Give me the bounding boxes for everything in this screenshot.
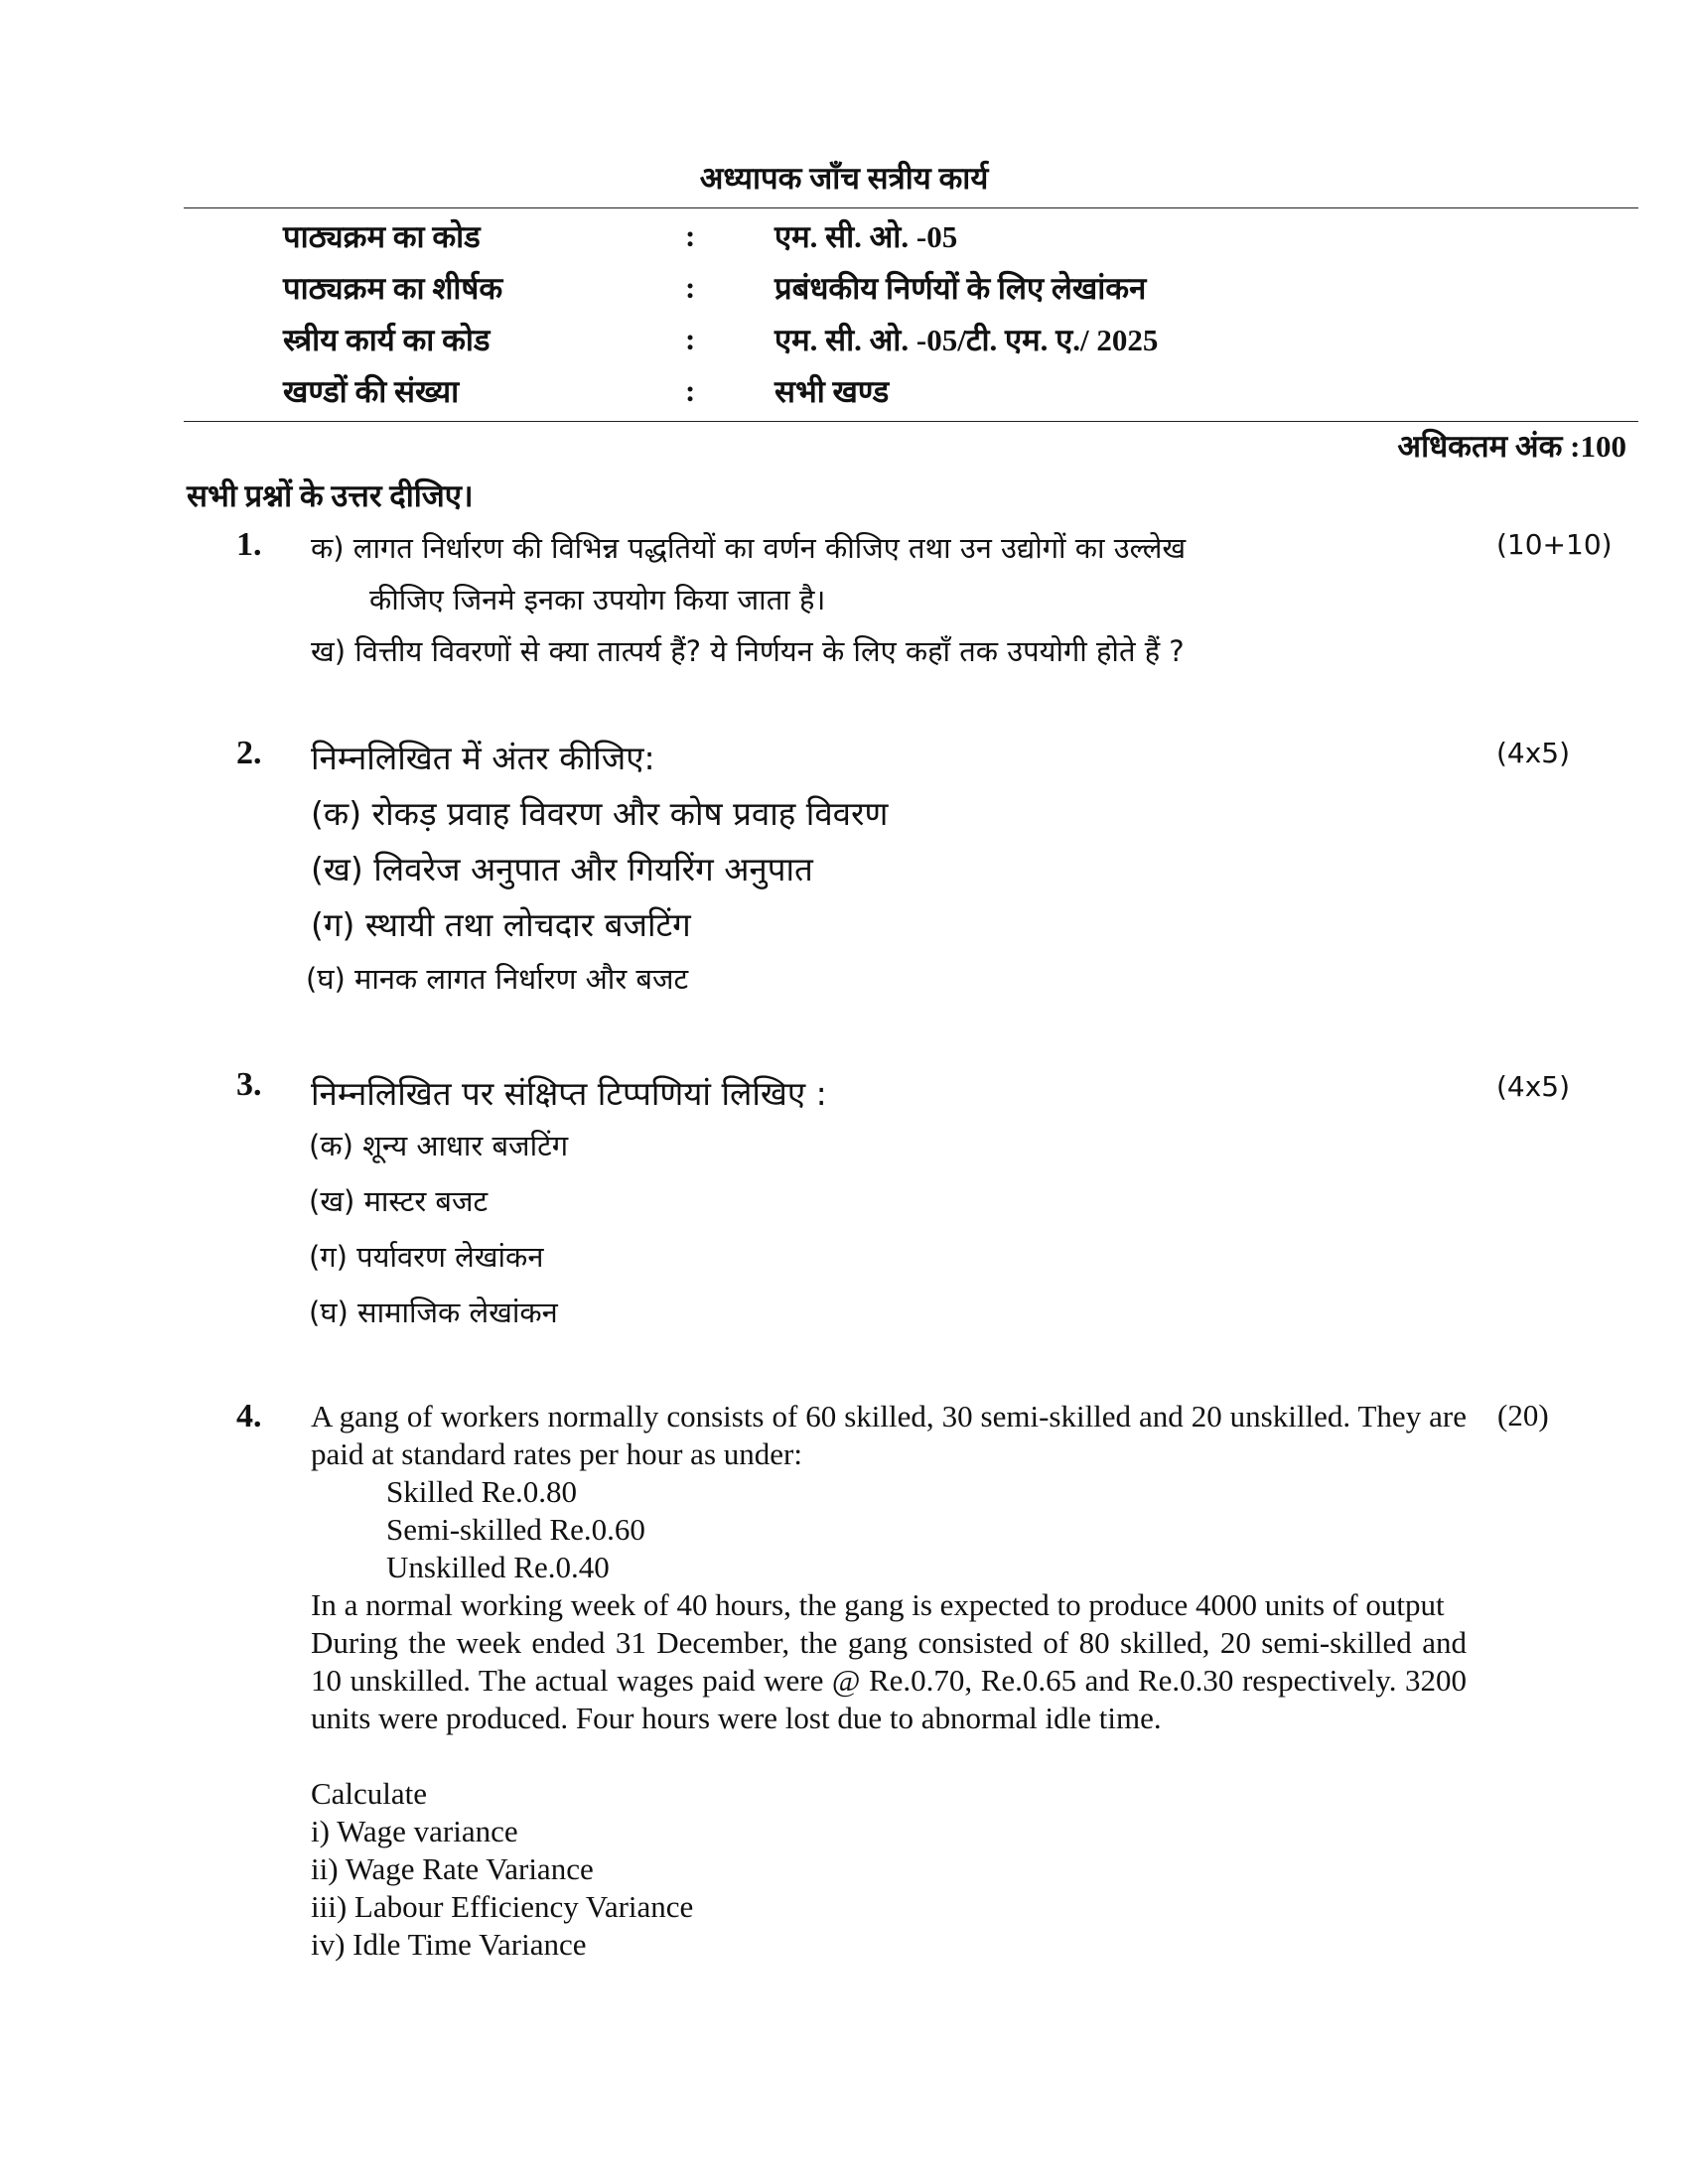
question-number: 4. [236,1398,262,1434]
list-item: ii) Wage Rate Variance [311,1851,594,1886]
question-marks: (10+10) [1496,528,1613,561]
question-marks: (4x5) [1496,737,1571,769]
list-item: (घ) सामाजिक लेखांकन [309,1296,558,1329]
paragraph: In a normal working week of 40 hours, the gang is expected to produce 4000 units of output [311,1587,1445,1622]
list-item: i) Wage variance [311,1814,518,1848]
calculate-label: Calculate [311,1776,428,1811]
spacer [311,1737,1467,1775]
meta-row-course-title [283,262,1158,314]
meta-label: स्त्रीय कार्य का कोड [283,323,491,357]
paragraph: During the week ended 31 December, the gang consisted of 80 skilled, 20 semi-skilled and 10 unskilled. The actual wages paid were @ Re.0.70, Re.0.65 and Re.0.30 respectively. 3200 units were produced. Four hours were lost due to abnormal idle time. [311,1625,1467,1735]
question-intro: निम्नलिखित पर संक्षिप्त टिप्पणियां लिखिए : [311,1074,827,1113]
list-item: (घ) मानक लागत निर्धारण और बजट [306,962,689,996]
question-intro: निम्नलिखित में अंतर कीजिए: [311,739,655,777]
question-line: कीजिए जिनमे इनका उपयोग किया जाता है। [369,583,826,616]
rate-line: Unskilled Re.0.40 [386,1550,610,1584]
question-4-body [311,1398,1467,1964]
meta-label: पाठ्यक्रम का कोड [283,219,481,254]
assignment-heading: अध्यापक जाँच सत्रीय कार्य [699,161,989,196]
meta-value: सभी खण्ड [774,374,890,409]
top-rule [184,207,1638,208]
rate-line: Semi-skilled Re.0.60 [386,1512,645,1547]
meta-value: एम. सी. ओ. -05/टी. एम. ए./ 2025 [774,323,1159,357]
instruction: सभी प्रश्नों के उत्तर दीजिए। [187,478,474,513]
list-item: (क) रोकड़ प्रवाह विवरण और कोष प्रवाह विवरण [311,794,889,833]
question-number: 1. [236,526,262,563]
max-marks: अधिकतम अंक :100 [1397,429,1626,464]
list-item: iv) Idle Time Variance [311,1927,587,1962]
meta-colon: : [685,373,696,408]
list-item: (ग) स्थायी तथा लोचदार बजटिंग [311,905,691,944]
meta-colon: : [685,270,696,305]
meta-value: एम. सी. ओ. -05 [774,219,958,254]
question-number: 2. [236,735,262,771]
list-item: (ख) मास्टर बजट [309,1184,489,1218]
meta-row-blocks [283,365,1158,417]
meta-colon: : [685,218,696,253]
question-line: क) लागत निर्धारण की विभिन्न पद्धतियों का वर्णन कीजिए तथा उन उद्योगों का उल्लेख [311,531,1187,565]
list-item: iii) Labour Efficiency Variance [311,1889,694,1924]
list-item: (ख) लिवरेज अनुपात और गियरिंग अनुपात [311,850,813,888]
rate-line: Skilled Re.0.80 [386,1474,578,1509]
meta-colon: : [685,322,696,356]
meta-value: प्रबंधकीय निर्णयों के लिए लेखांकन [774,271,1147,306]
question-marks: (20) [1497,1398,1549,1433]
paragraph: A gang of workers normally consists of 60 skilled, 30 semi-skilled and 20 unskilled. They are paid at standard rates per hour as under: [311,1399,1467,1471]
course-meta-table [283,210,1158,417]
list-item: (क) शून्य आधार बजटिंग [309,1129,569,1162]
meta-label: खण्डों की संख्या [283,374,460,409]
meta-row-course-code [283,210,1158,262]
list-item: (ग) पर्यावरण लेखांकन [309,1240,544,1274]
meta-label: पाठ्यक्रम का शीर्षक [283,271,503,306]
question-marks: (4x5) [1496,1070,1571,1103]
question-number: 3. [236,1066,262,1103]
bottom-rule [184,421,1638,422]
meta-row-assignment-code [283,314,1158,365]
question-line: ख) वित्तीय विवरणों से क्या तात्पर्य हैं? ये निर्णयन के लिए कहाँ तक उपयोगी होते हैं ? [311,634,1185,668]
